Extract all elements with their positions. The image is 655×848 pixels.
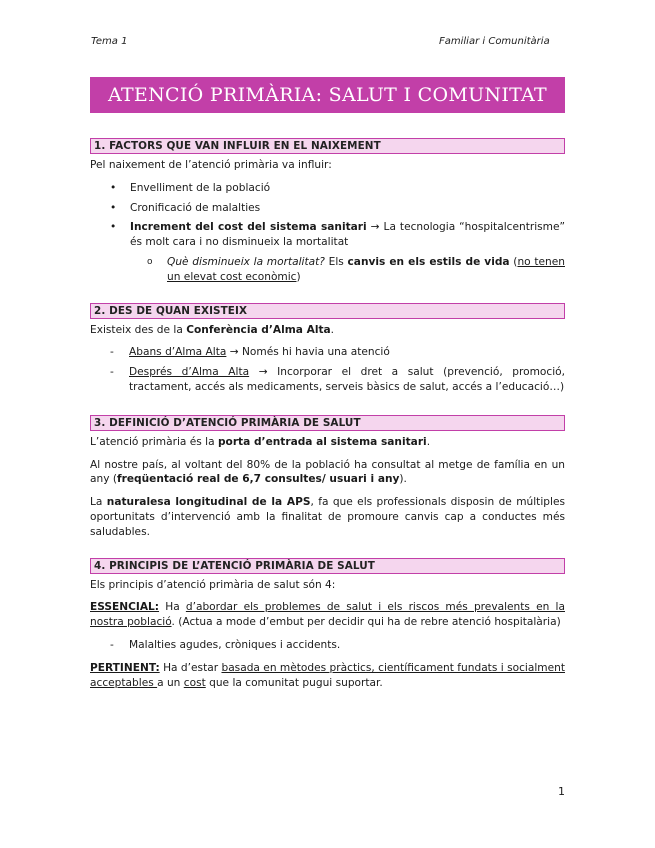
bullet-marker: • — [110, 201, 117, 214]
section-3-paragraph-1 — [90, 435, 565, 450]
document-title: ATENCIÓ PRIMÀRIA: SALUT I COMUNITAT — [90, 77, 565, 113]
section-4-intro: Els principis d’atenció primària de salut són 4: — [90, 578, 336, 591]
list-item-text: Envelliment de la població — [130, 181, 271, 194]
list-item — [90, 638, 565, 653]
underlined-text: Després d’Alma Alta — [129, 366, 250, 379]
section-3-paragraph-2 — [90, 458, 565, 488]
section-1-intro: Pel naixement de l’atenció primària va influir: — [90, 159, 332, 171]
sub-list — [130, 255, 565, 285]
bold-text: canvis en els estils de vida — [347, 255, 510, 268]
list-item — [90, 201, 565, 216]
text-span: Al nostre país, al voltant del 80% de la població ha consultat al metge de família en un any ( — [90, 458, 565, 486]
section-1-bullets — [90, 181, 565, 285]
dash-marker: - — [110, 366, 114, 379]
bold-text: freqüentació real de 6,7 consultes/ usuari i any — [116, 473, 400, 486]
bold-text: porta d’entrada al sistema sanitari — [217, 435, 427, 448]
text-span: Existeix des de la — [90, 323, 187, 336]
section-heading-1: 1. FACTORS QUE VAN INFLUIR EN EL NAIXEMENT — [90, 138, 565, 154]
text-span: ). — [399, 473, 407, 486]
text-span: L’atenció primària és la — [90, 435, 218, 448]
sub-list-item — [90, 255, 565, 285]
underlined-text: basada en mètodes pràctics, científicament fundats i socialment acceptables — [90, 661, 565, 689]
list-item-text: La tecnologia “hospitalcentrisme” és molt cara i no disminueix la mortalitat — [130, 221, 565, 249]
bullet-marker: • — [110, 181, 117, 194]
list-item-text: Incorporar el dret a salut (prevenció, promoció, tractament, accés als medicaments, serveis bàsics de salut, accés a l’educació…) — [129, 366, 566, 393]
section-heading-4: 4. PRINCIPIS DE L’ATENCIÓ PRIMÀRIA DE SALUT — [90, 558, 565, 574]
underlined-text: Abans d’Alma Alta — [129, 346, 227, 359]
question-text: Què disminueix la mortalitat? — [167, 255, 325, 268]
list-item-text: Només hi havia una atenció — [238, 346, 390, 359]
underlined-text: d’abordar els problemes de salut i els riscos més prevalents en la nostra població — [90, 601, 565, 629]
text-span: a un — [157, 676, 184, 689]
text-span: Els — [324, 255, 348, 268]
section-heading-2: 2. DES DE QUAN EXISTEIX — [90, 303, 565, 319]
text-span: Ha — [159, 601, 186, 614]
dash-marker: - — [110, 346, 114, 359]
underlined-text: no tenen un elevat cost econòmic — [167, 255, 565, 283]
section-2-intro — [90, 323, 565, 338]
list-item-text: Malalties agudes, cròniques i accidents. — [129, 638, 341, 651]
bullet-marker: • — [110, 221, 117, 234]
text-span: ) — [296, 270, 301, 283]
list-item — [90, 220, 565, 284]
section-2-list — [90, 345, 565, 394]
text-span: La — [90, 496, 107, 509]
text-span: . (Actua a mode d’embut per decidir qui ha de rebre atenció hospitalària) — [171, 616, 561, 629]
principle-pertinent — [90, 661, 565, 691]
document-body — [90, 138, 565, 690]
list-item-text: Cronificació de malalties — [130, 201, 261, 214]
text-span: . — [426, 435, 431, 448]
list-item — [90, 365, 565, 395]
header-left: Tema 1 — [91, 36, 128, 47]
sub-bullet-marker: o — [147, 256, 153, 267]
header-right: Familiar i Comunitària — [439, 36, 550, 47]
arrow-icon: → — [229, 346, 239, 359]
bold-text: Conferència d’Alma Alta — [186, 323, 331, 336]
text-span: Ha d’estar — [159, 661, 222, 674]
arrow-icon: → — [370, 221, 380, 234]
principle-label: PERTINENT: — [90, 661, 160, 674]
principle-essencial — [90, 600, 565, 630]
principle-label: ESSENCIAL: — [90, 601, 160, 614]
text-span: que la comunitat pugui suportar. — [205, 676, 383, 689]
dash-marker: - — [110, 638, 114, 651]
text-span: ( — [509, 255, 518, 268]
list-item — [90, 181, 565, 196]
page-number: 1 — [558, 785, 565, 798]
list-item — [90, 345, 565, 360]
section-3-paragraph-3 — [90, 495, 565, 539]
text-span: , fa que els professionals disposin de múltiples oportunitats d’intervenció amb la finalitat de promoure canvis cap a conductes més saludables. — [90, 496, 565, 538]
underlined-text: cost — [183, 676, 206, 689]
list-item-bold: Increment del cost del sistema sanitari — [130, 221, 367, 234]
principle-essencial-list — [90, 638, 565, 653]
bold-text: naturalesa longitudinal de la APS — [106, 496, 311, 509]
section-heading-3: 3. DEFINICIÓ D’ATENCIÓ PRIMÀRIA DE SALUT — [90, 415, 565, 431]
arrow-icon: → — [258, 366, 268, 379]
text-span: . — [330, 323, 335, 336]
